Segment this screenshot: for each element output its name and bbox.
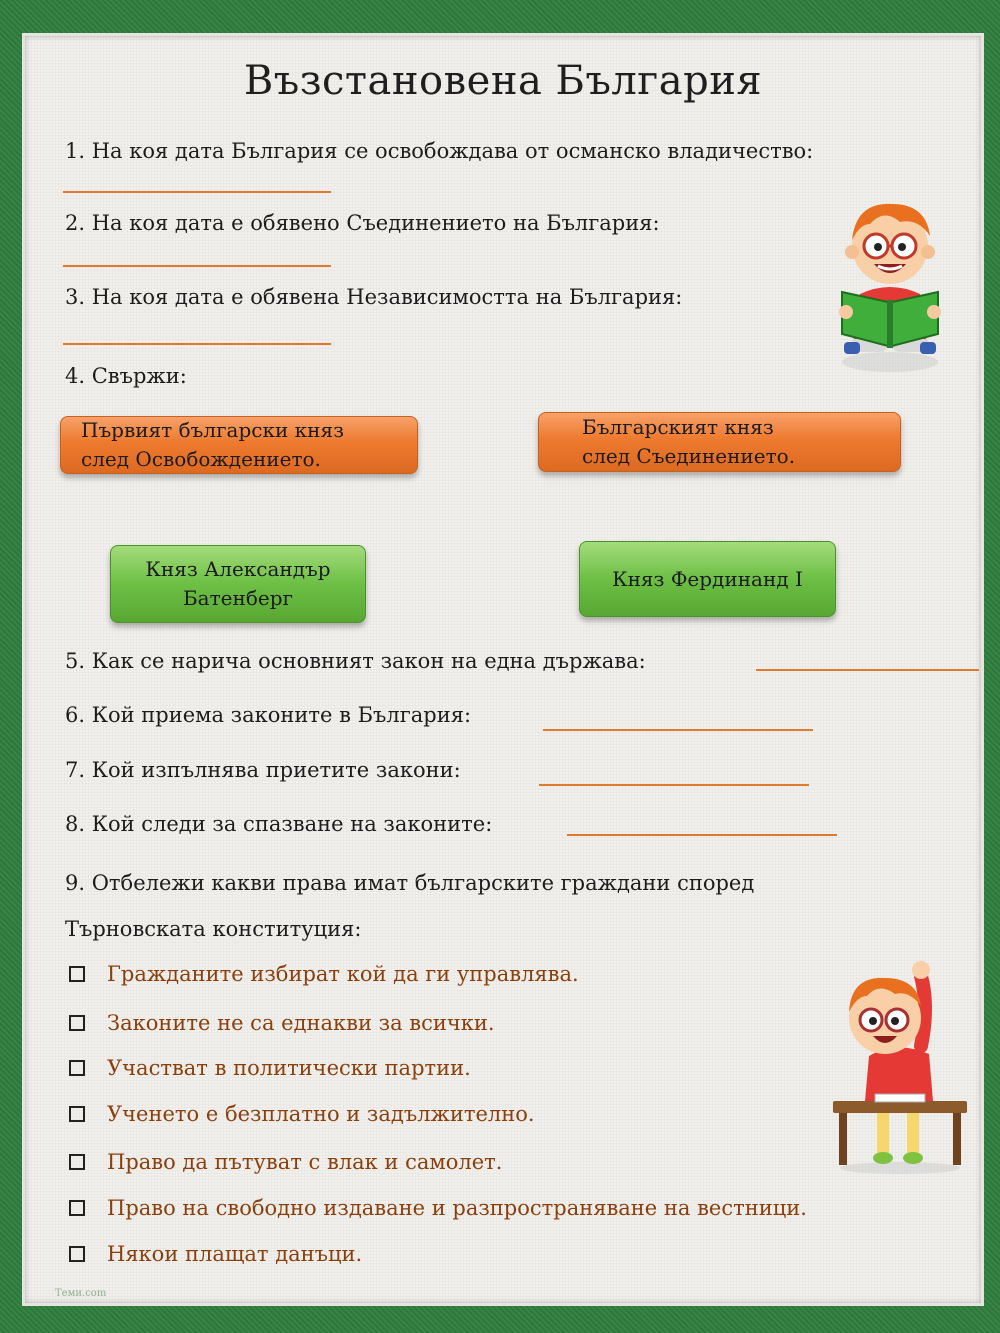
match-answer-ferdinand[interactable] [579,541,836,617]
match-answer-alexander[interactable] [110,545,366,623]
match-prompt-union-prince-line2: след Съединението. [582,444,796,468]
question-9-line2: Търновската конституция: [65,917,362,941]
option-5[interactable] [69,1150,502,1174]
option-1-label: Гражданите избират кой да ги управлява. [107,962,579,986]
answer-line-1[interactable] [63,191,331,193]
option-6[interactable] [69,1196,807,1220]
match-answer-alexander-line1: Княз Александър [145,557,331,581]
answer-line-5[interactable] [756,669,979,671]
match-answer-alexander-line2: Батенберг [182,586,293,610]
match-prompt-first-prince-line1: Първият български княз [81,418,345,442]
question-4: 4. Свържи: [65,364,187,388]
match-prompt-union-prince[interactable] [538,412,901,472]
checkbox-icon[interactable] [69,1060,85,1076]
option-2-label: Законите не са еднакви за всички. [107,1011,495,1035]
option-3[interactable] [69,1056,471,1080]
option-4[interactable] [69,1102,535,1126]
checkbox-icon[interactable] [69,966,85,982]
page-title: Възстановена България [243,58,763,104]
checkbox-icon[interactable] [69,1015,85,1031]
option-2[interactable] [69,1011,495,1035]
checkbox-icon[interactable] [69,1200,85,1216]
option-5-label: Право да пътуват с влак и самолет. [107,1150,503,1174]
option-1[interactable] [69,962,579,986]
option-3-label: Участват в политически партии. [107,1056,471,1080]
question-1: 1. На коя дата България се освобождава от османско владичество: [65,139,814,163]
question-6: 6. Кой приема законите в България: [65,703,472,727]
match-prompt-union-prince-line1: Българският княз [582,415,774,439]
boy-at-desk-illustration [825,936,975,1176]
worksheet [22,33,984,1306]
question-7: 7. Кой изпълнява приетите закони: [65,758,461,782]
answer-line-8[interactable] [567,834,837,836]
option-7[interactable] [69,1242,362,1266]
match-prompt-first-prince-line2: след Освобождението. [81,447,321,471]
option-4-label: Ученето е безплатно и задължително. [107,1102,535,1126]
checkbox-icon[interactable] [69,1154,85,1170]
checkbox-icon[interactable] [69,1106,85,1122]
option-7-label: Някои плащат данъци. [107,1242,363,1266]
answer-line-3[interactable] [63,343,331,345]
question-5: 5. Как се нарича основният закон на една държава: [65,649,646,673]
match-answer-ferdinand-label: Княз Фердинанд I [612,566,803,591]
question-9-line1: 9. Отбележи какви права имат българските граждани според [65,871,755,895]
match-prompt-first-prince[interactable] [60,416,418,474]
question-3: 3. На коя дата е обявена Независимостта на България: [65,285,683,309]
answer-line-7[interactable] [539,784,809,786]
reading-boy-illustration [830,184,950,374]
watermark: Теми.com [55,1288,107,1299]
checkbox-icon[interactable] [69,1246,85,1262]
question-2: 2. На коя дата е обявено Съединението на България: [65,211,660,235]
option-6-label: Право на свободно издаване и разпространяване на вестници. [107,1196,807,1220]
question-8: 8. Кой следи за спазване на законите: [65,812,493,836]
answer-line-2[interactable] [63,265,331,267]
answer-line-6[interactable] [543,729,813,731]
